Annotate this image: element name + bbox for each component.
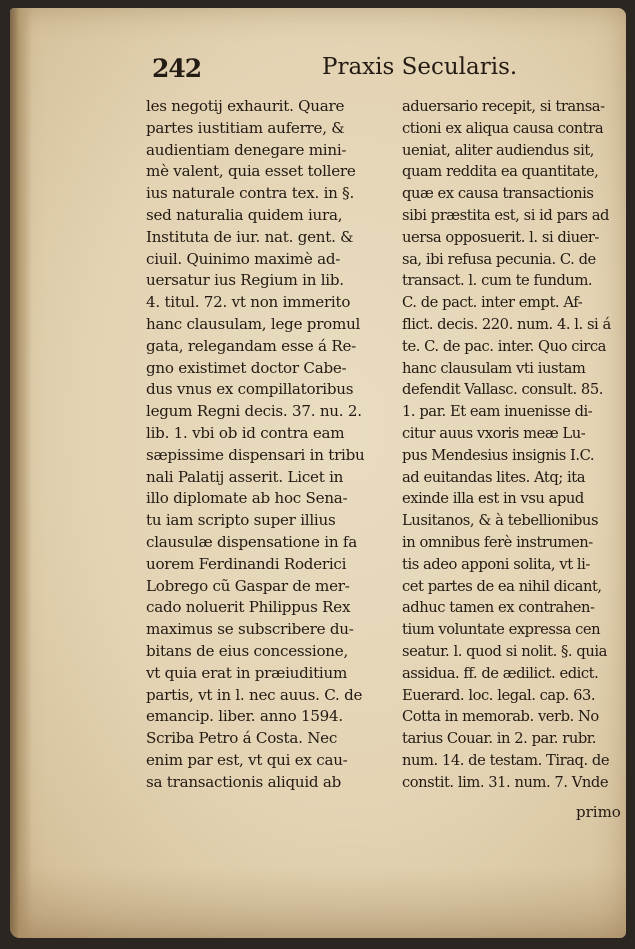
- right-column-line: 1. par. Et eam inuenisse di-: [402, 403, 593, 421]
- left-column-line: sa transactionis aliquid ab: [146, 772, 342, 791]
- page-number: 242: [152, 54, 202, 83]
- left-column-line: gata, relegandam esse á Re-: [146, 336, 356, 355]
- left-column-line: enim par est, vt qui ex cau-: [146, 750, 348, 769]
- right-column-line: constit. lim. 31. num. 7. Vnde: [402, 773, 609, 791]
- right-column-line: uersa opposuerit. l. si diuer-: [402, 228, 599, 246]
- left-column-line: illo diplomate ab hoc Sena-: [146, 489, 348, 508]
- page-edge-shade: [10, 868, 626, 938]
- right-column-line: sa, ibi refusa pecunia. C. de: [402, 250, 596, 268]
- left-column-line: mè valent, quia esset tollere: [146, 162, 356, 181]
- left-column-line: legum Regni decis. 37. nu. 2.: [146, 402, 362, 421]
- right-column-line: quæ ex causa transactionis: [402, 185, 594, 203]
- catchword: primo: [576, 803, 621, 821]
- right-column-line: Euerard. loc. legal. cap. 63.: [402, 686, 596, 704]
- right-column-line: seatur. l. quod si nolit. §. quia: [402, 642, 607, 660]
- left-column-line: lib. 1. vbi ob id contra eam: [146, 423, 345, 442]
- right-column-line: aduersario recepit, si transa-: [402, 98, 605, 115]
- right-column-line: quam reddita ea quantitate,: [402, 163, 599, 181]
- right-column-line: te. C. de pac. inter. Quo circa: [402, 337, 606, 355]
- left-column-line: vt quia erat in præiuditium: [146, 663, 348, 682]
- left-column-line: 4. titul. 72. vt non immerito: [146, 293, 351, 312]
- left-column-line: hanc clausulam, lege promul: [146, 314, 361, 333]
- left-text-column: [146, 96, 398, 794]
- left-column-line: sed naturalia quidem iura,: [146, 205, 343, 224]
- right-column-line: in omnibus ferè instrumen-: [402, 533, 593, 551]
- right-column-line: tarius Couar. in 2. par. rubr.: [402, 730, 596, 748]
- right-column-line: tium voluntate expressa cen: [402, 621, 601, 639]
- left-column-line: partis, vt in l. nec auus. C. de: [146, 685, 363, 704]
- right-column-line: C. de pact. inter empt. Af-: [402, 294, 583, 312]
- left-column-line: ius naturale contra tex. in §.: [146, 184, 355, 203]
- right-column-line: flict. decis. 220. num. 4. l. si á: [402, 315, 611, 333]
- left-column-line: bitans de eius concessione,: [146, 641, 348, 660]
- right-column-line: tis adeo apponi solita, vt li-: [402, 555, 590, 573]
- left-column-line: gno existimet doctor Cabe-: [146, 358, 347, 377]
- right-column-line: defendit Vallasc. consult. 85.: [402, 381, 603, 399]
- right-column-line: ueniat, aliter audiendus sit,: [402, 141, 595, 159]
- left-column-line: uersatur ius Regium in lib.: [146, 271, 344, 290]
- right-column-line: ad euitandas lites. Atq; ita: [402, 468, 586, 486]
- left-column-line: Lobrego cũ Gaspar de mer-: [146, 576, 350, 595]
- left-column-line: les negotij exhaurit. Quare: [146, 97, 345, 115]
- right-column-line: exinde illa est in vsu apud: [402, 490, 584, 508]
- right-column-line: transact. l. cum te fundum.: [402, 272, 593, 290]
- right-column-line: adhuc tamen ex contrahen-: [402, 599, 595, 617]
- right-column-line: num. 14. de testam. Tiraq. de: [402, 751, 610, 769]
- right-column-line: ctioni ex aliqua causa contra: [402, 119, 604, 137]
- right-text-column: [402, 96, 622, 794]
- left-column-line: uorem Ferdinandi Roderici: [146, 554, 347, 573]
- right-column-line: hanc clausulam vti iustam: [402, 359, 586, 377]
- left-column-line: nali Palatij asserit. Licet in: [146, 467, 344, 486]
- book-page: [10, 8, 626, 938]
- left-column-line: maximus se subscribere du-: [146, 620, 354, 639]
- left-column-line: Scriba Petro á Costa. Nec: [146, 729, 338, 748]
- right-column-line: Cotta in memorab. verb. No: [402, 708, 599, 726]
- left-column-line: ciuil. Quinimo maximè ad-: [146, 249, 341, 268]
- left-column-line: cado noluerit Philippus Rex: [146, 598, 351, 617]
- left-column-line: partes iustitiam auferre, &: [146, 118, 345, 137]
- right-column-line: assidua. ff. de ædilict. edict.: [402, 664, 599, 682]
- left-column-line: emancip. liber. anno 1594.: [146, 707, 343, 726]
- right-column-line: citur auus vxoris meæ Lu-: [402, 424, 586, 442]
- page-gutter-shadow: [10, 8, 32, 938]
- left-column-line: dus vnus ex compillatoribus: [146, 380, 354, 399]
- left-column-line: audientiam denegare mini-: [146, 140, 347, 159]
- left-column-line: clausulæ dispensatione in fa: [146, 532, 357, 551]
- left-column-line: sæpissime dispensari in tribu: [146, 445, 365, 464]
- right-column-line: Lusitanos, & à tebellionibus: [402, 512, 599, 530]
- running-title: Praxis Secularis.: [322, 54, 518, 80]
- right-column-line: sibi præstita est, si id pars ad: [402, 206, 609, 224]
- right-column-line: cet partes de ea nihil dicant,: [402, 577, 602, 595]
- left-column-line: tu iam scripto super illius: [146, 511, 336, 530]
- left-column-line: Instituta de iur. nat. gent. &: [146, 227, 354, 246]
- right-column-line: pus Mendesius insignis I.C.: [402, 446, 595, 464]
- page-header: [10, 54, 626, 94]
